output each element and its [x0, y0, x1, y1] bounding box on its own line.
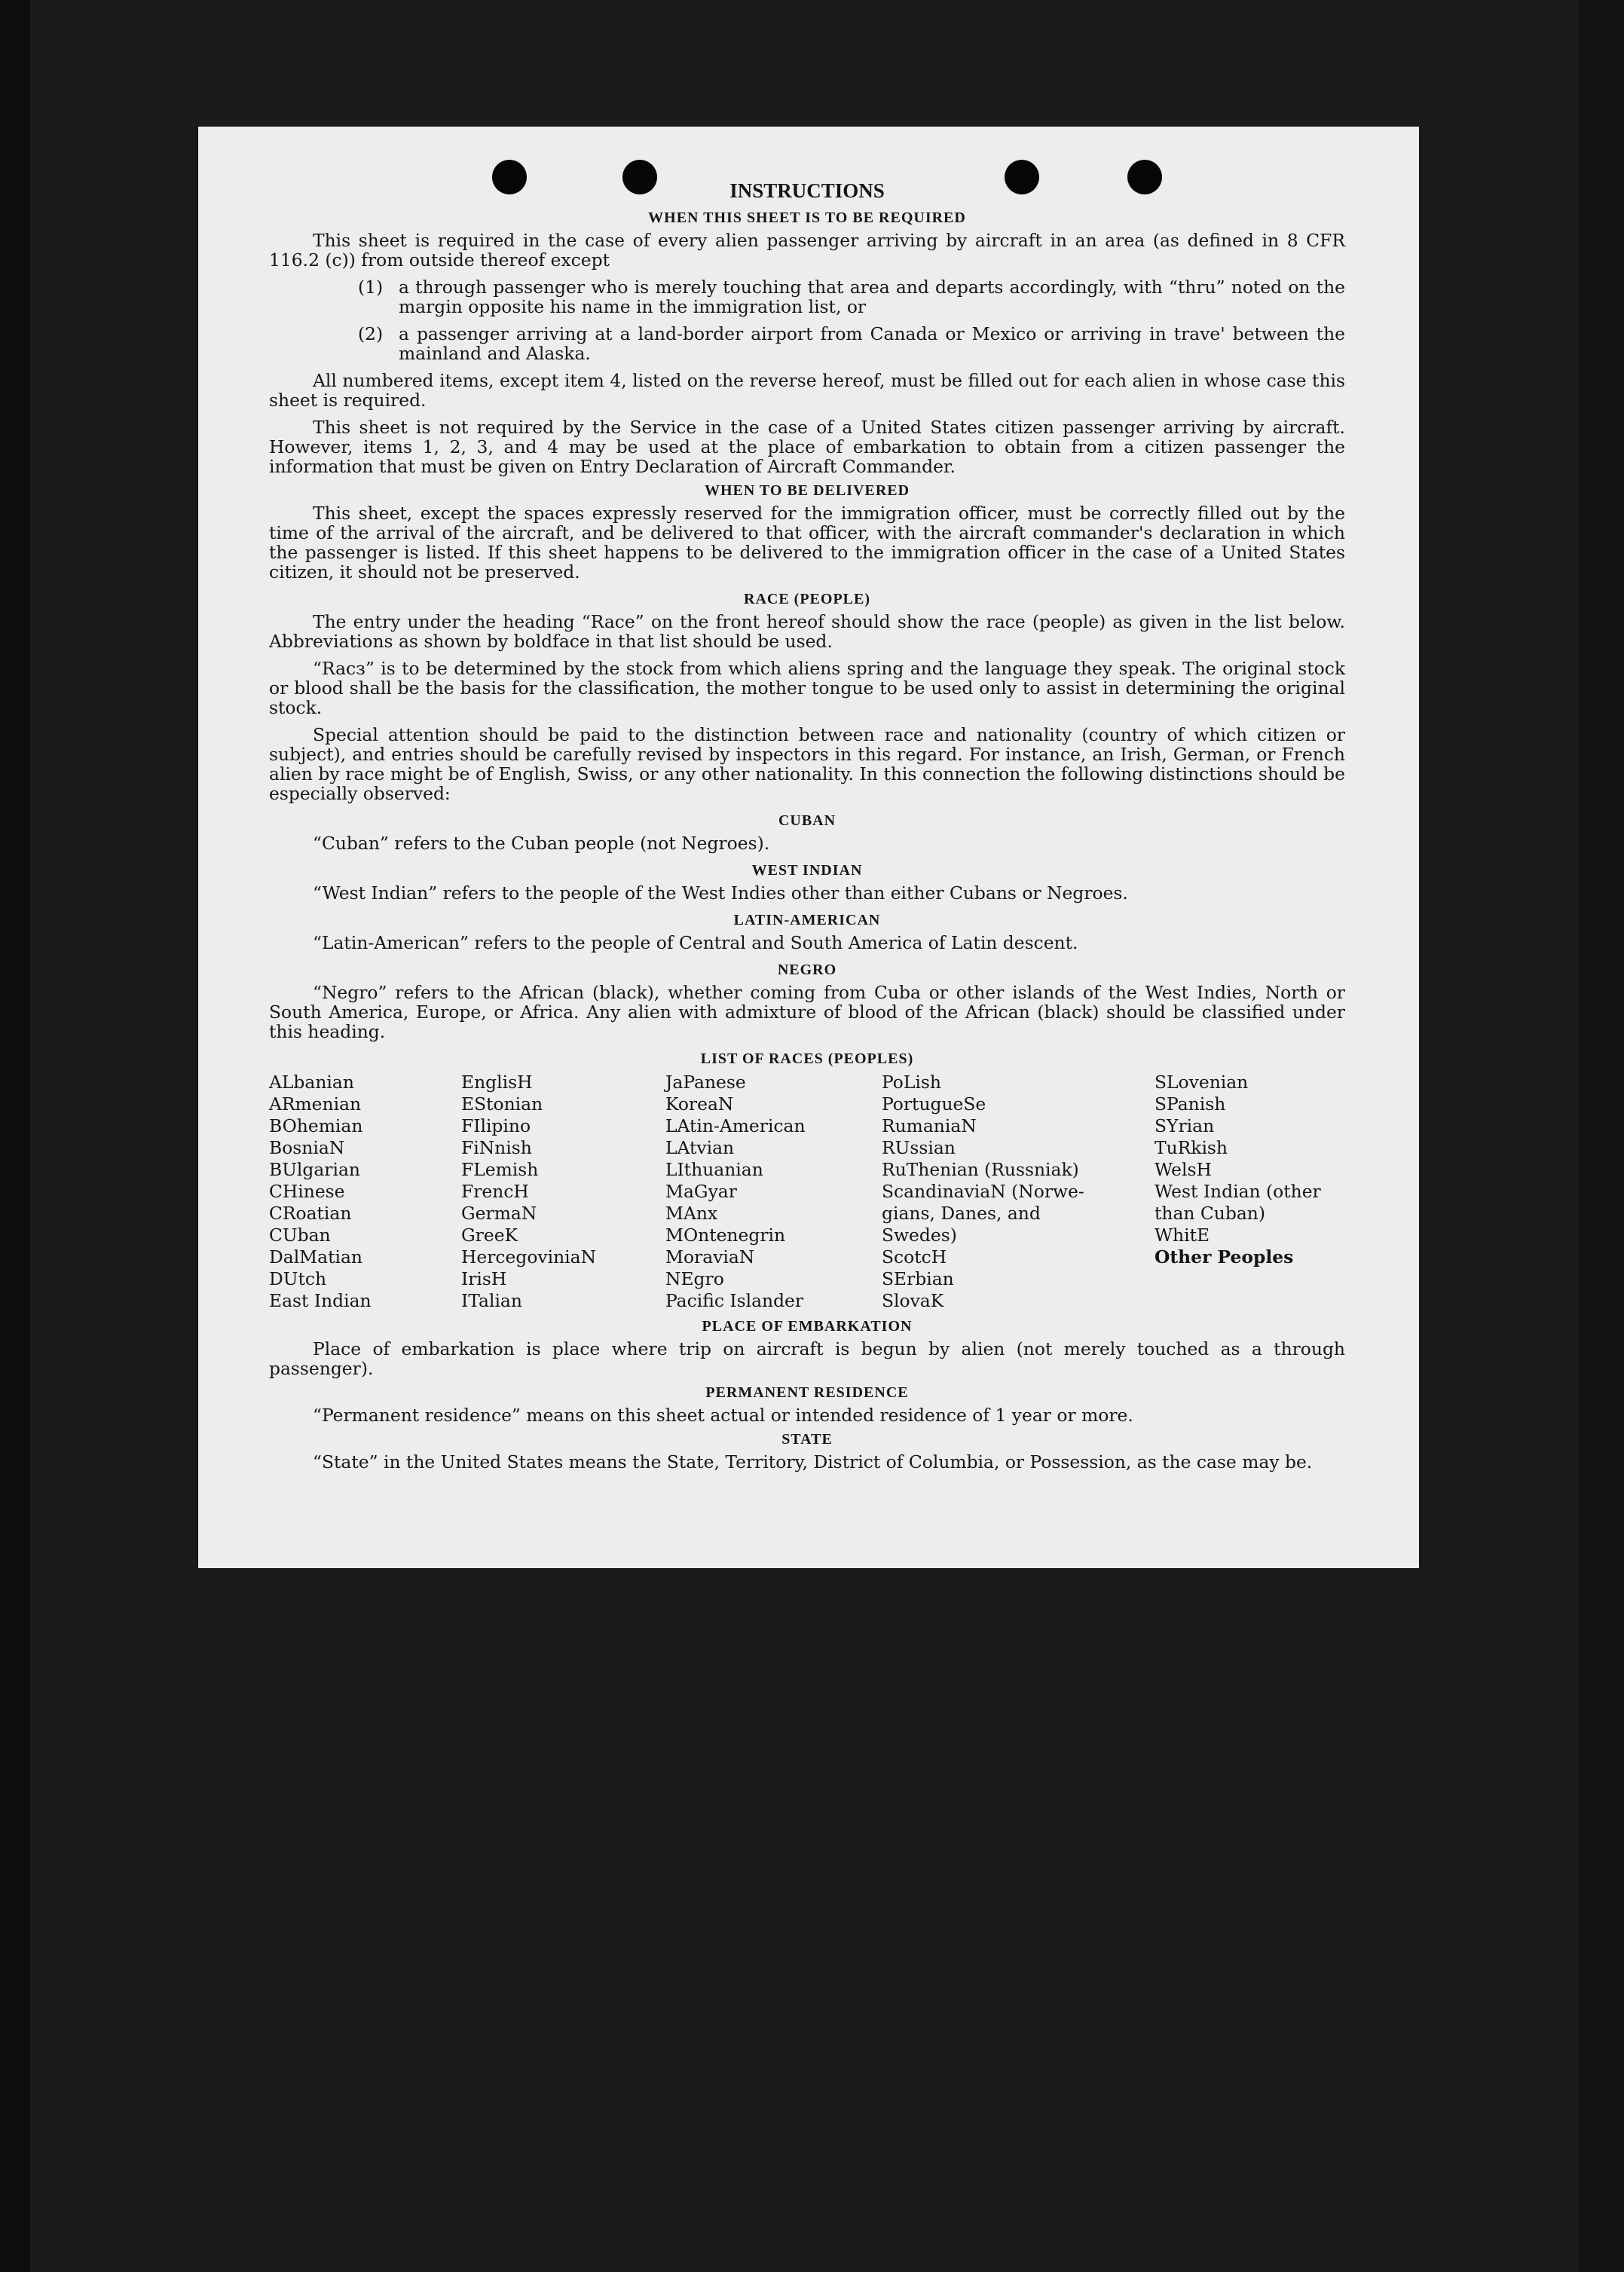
race-item: West Indian (other than Cuban) [1155, 1181, 1321, 1224]
race-item: ScandinaviaN (Norwe- gians, Danes, and Swedes) [882, 1181, 1084, 1246]
race-item: DalMatian [269, 1246, 362, 1267]
race-item: ITalian [461, 1290, 522, 1311]
race-item: Pacific Islander [665, 1290, 804, 1311]
paragraph: “State” in the United States means the State, Territory, District of Columbia, or Possession, as the case may be. [313, 1451, 1313, 1472]
race-item: TuRkish [1155, 1137, 1228, 1158]
race-item: RuThenian (Russniak) [882, 1159, 1079, 1180]
race-item: IrisH [461, 1268, 507, 1289]
section-heading: PLACE OF EMBARKATION [702, 1318, 913, 1335]
item-text: a passenger arriving at a land-border airport from Canada or Mexico or arriving in trave' between the mainland and Alaska. [399, 323, 1345, 364]
page-title: INSTRUCTIONS [729, 179, 885, 202]
race-item: ALbanian [269, 1072, 354, 1093]
item-text: a through passenger who is merely touching that area and departs accordingly, with “thru” noted on the margin opposite his name in the immigration list, or [399, 277, 1345, 317]
race-item: RumaniaN [882, 1115, 977, 1136]
race-item: DUtch [269, 1268, 327, 1289]
section-heading: RACE (PEOPLE) [744, 591, 870, 607]
section-heading: WHEN TO BE DELIVERED [704, 482, 910, 499]
race-item: SlovaK [882, 1290, 944, 1311]
race-item: SLovenian [1155, 1072, 1249, 1093]
race-item: GermaN [461, 1203, 537, 1224]
race-item: MAnx [665, 1203, 718, 1224]
race-item: EStonian [461, 1093, 543, 1115]
races-list [269, 1072, 1345, 1312]
document-body [269, 175, 1345, 1472]
section-heading: LIST OF RACES (PEOPLES) [700, 1050, 914, 1067]
paragraph: “Permanent residence” means on this sheet actual or intended residence of 1 year or more. [313, 1405, 1133, 1426]
race-item: SErbian [882, 1268, 954, 1289]
section-heading: WEST INDIAN [751, 862, 863, 879]
section-heading: CUBAN [778, 812, 836, 829]
section-heading: WHEN THIS SHEET IS TO BE REQUIRED [648, 209, 966, 226]
race-item: LAtvian [665, 1137, 735, 1158]
race-item: PortugueSe [882, 1093, 986, 1115]
paragraph: All numbered items, except item 4, listed on the reverse hereof, must be filled out for each alien in whose case this sheet is required. [269, 370, 1345, 411]
scan-border-left [0, 0, 30, 2272]
race-item: PoLish [882, 1072, 941, 1093]
paragraph: “Negro” refers to the African (black), whether coming from Cuba or other islands of the West Indies, North or South America, Europe, or Africa. Any alien with admixture of blood of the African (black) should be classified under this heading. [269, 982, 1345, 1042]
paragraph: “Racз” is to be determined by the stock from which aliens spring and the language they speak. The original stock or blood shall be the basis for the classification, the mother tongue to be used only to assist in determining the original stock. [269, 658, 1345, 718]
race-item: NEgro [665, 1268, 724, 1289]
race-item: FLemish [461, 1159, 539, 1180]
paragraph: “Latin-American” refers to the people of Central and South America of Latin descent. [313, 932, 1078, 953]
race-item: EnglisH [461, 1072, 533, 1093]
race-item: LAtin-American [665, 1115, 806, 1136]
race-item: GreeK [461, 1225, 518, 1246]
races-column [665, 1072, 882, 1312]
race-item: MoraviaN [665, 1246, 755, 1267]
race-item: RUssian [882, 1137, 956, 1158]
race-item: CRoatian [269, 1203, 352, 1224]
race-item: JaPanese [665, 1072, 746, 1093]
races-column [461, 1072, 665, 1312]
paragraph: This sheet is not required by the Service in the case of a United States citizen passenger arriving by aircraft. However, items 1, 2, 3, and 4 may be used at the place of embarkation to obtain from a citizen passenger the information that must be given on Entry Declaration of Aircraft Commander. [269, 417, 1345, 477]
race-item: SPanish [1155, 1093, 1226, 1115]
race-item: MaGyar [665, 1181, 737, 1202]
race-item: WhitE [1155, 1225, 1210, 1246]
paragraph: This sheet is required in the case of every alien passenger arriving by aircraft in an area (as defined in 8 CFR 116.2 (c)) from outside thereof except [269, 230, 1345, 271]
paragraph: “West Indian” refers to the people of the West Indies other than either Cubans or Negroes. [313, 882, 1128, 904]
race-item: ScotcH [882, 1246, 947, 1267]
numbered-item [269, 324, 1345, 363]
race-item: MOntenegrin [665, 1225, 786, 1246]
race-item: CHinese [269, 1181, 345, 1202]
race-item: East Indian [269, 1290, 372, 1311]
section-heading: LATIN-AMERICAN [733, 912, 881, 928]
paragraph: “Cuban” refers to the Cuban people (not Negroes). [313, 833, 770, 854]
races-column [269, 1072, 461, 1312]
paragraph: Place of embarkation is place where trip on aircraft is begun by alien (not merely touched as a through passenger). [269, 1338, 1345, 1379]
race-item: ARmenian [269, 1093, 362, 1115]
races-column [1155, 1072, 1345, 1312]
paragraph: The entry under the heading “Race” on the front hereof should show the race (people) as given in the list below. Abbreviations as shown by boldface in that list should be used. [269, 611, 1345, 652]
race-item: SYrian [1155, 1115, 1215, 1136]
race-item: HercegoviniaN [461, 1246, 597, 1267]
section-heading: STATE [781, 1431, 833, 1448]
race-item: LIthuanian [665, 1159, 763, 1180]
race-item: FiNnish [461, 1137, 532, 1158]
item-number: (2) [358, 323, 384, 344]
race-item: FIlipino [461, 1115, 531, 1136]
section-heading: PERMANENT RESIDENCE [705, 1384, 909, 1401]
race-item: CUban [269, 1225, 331, 1246]
race-item: Other Peoples [1155, 1246, 1294, 1267]
races-column [882, 1072, 1155, 1312]
numbered-item [269, 277, 1345, 316]
item-number: (1) [358, 277, 384, 298]
race-item: BOhemian [269, 1115, 363, 1136]
race-item: WelsH [1155, 1159, 1212, 1180]
scan-border-right [1579, 0, 1624, 2272]
paragraph: Special attention should be paid to the distinction between race and nationality (country of which citizen or subject), and entries should be carefully revised by inspectors in this regard. For instance, an Irish, German, or French alien by race might be of English, Swiss, or any other nationality. In this connection the following distinctions should be especially observed: [269, 724, 1345, 804]
race-item: KoreaN [665, 1093, 734, 1115]
race-item: BosniaN [269, 1137, 345, 1158]
paragraph: This sheet, except the spaces expressly reserved for the immigration officer, must be correctly filled out by the time of the arrival of the aircraft, and be delivered to that officer, with the aircraft commander's declaration in which the passenger is listed. If this sheet happens to be delivered to the immigration officer in the case of a United States citizen, it should not be preserved. [269, 503, 1345, 583]
race-item: FrencH [461, 1181, 529, 1202]
race-item: BUlgarian [269, 1159, 360, 1180]
section-heading: NEGRO [777, 962, 837, 978]
